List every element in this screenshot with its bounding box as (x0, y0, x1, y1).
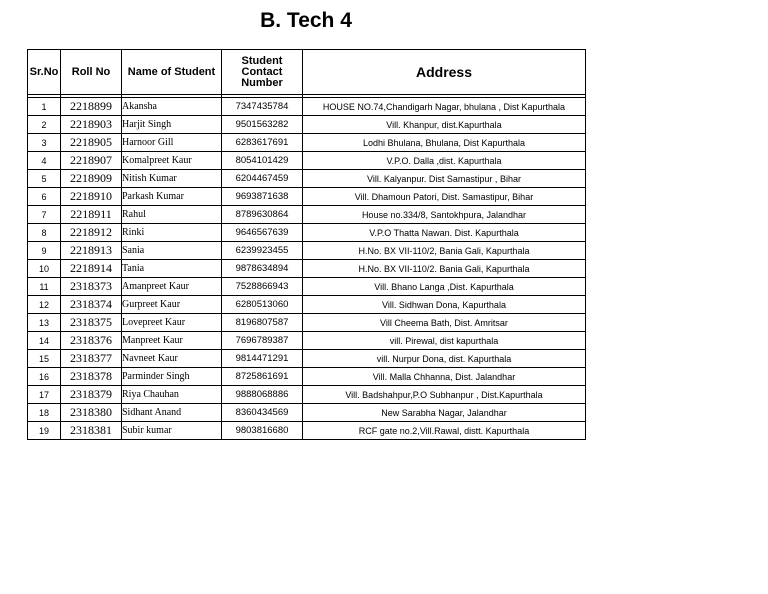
table-row (28, 368, 586, 386)
table-row (28, 386, 586, 404)
cell-roll-no: 2218903 (61, 116, 122, 134)
document-title: B. Tech 4 (260, 9, 352, 32)
cell-contact-number: 6280513060 (222, 296, 303, 314)
cell-roll-no: 2218914 (61, 260, 122, 278)
cell-contact-number: 8360434569 (222, 404, 303, 422)
cell-student-name: Tania (122, 260, 222, 278)
cell-address: New Sarabha Nagar, Jalandhar (303, 404, 586, 422)
cell-student-name: Sania (122, 242, 222, 260)
table-row (28, 350, 586, 368)
cell-address: Vill. Bhano Langa ,Dist. Kapurthala (303, 278, 586, 296)
cell-address: Vill Cheema Bath, Dist. Amritsar (303, 314, 586, 332)
cell-roll-no: 2218899 (61, 98, 122, 116)
cell-contact-number: 7347435784 (222, 98, 303, 116)
table-header (28, 50, 586, 95)
cell-address: Vill. Kalyanpur. Dist Samastipur , Bihar (303, 170, 586, 188)
cell-student-name: Nitish Kumar (122, 170, 222, 188)
cell-student-name: Sidhant Anand (122, 404, 222, 422)
cell-roll-no: 2218907 (61, 152, 122, 170)
cell-address: Lodhi Bhulana, Bhulana, Dist Kapurthala (303, 134, 586, 152)
cell-srno: 19 (28, 422, 61, 440)
cell-student-name: Rinki (122, 224, 222, 242)
cell-student-name: Rahul (122, 206, 222, 224)
cell-address: Vill. Khanpur, dist.Kapurthala (303, 116, 586, 134)
cell-student-name: Harnoor Gill (122, 134, 222, 152)
cell-srno: 5 (28, 170, 61, 188)
table-row (28, 188, 586, 206)
cell-address: Vill. Badshahpur,P.O Subhanpur , Dist.Kapurthala (303, 386, 586, 404)
cell-student-name: Harjit Singh (122, 116, 222, 134)
cell-student-name: Parminder Singh (122, 368, 222, 386)
cell-roll-no: 2318379 (61, 386, 122, 404)
cell-contact-number: 8196807587 (222, 314, 303, 332)
cell-srno: 11 (28, 278, 61, 296)
cell-srno: 3 (28, 134, 61, 152)
cell-contact-number: 7696789387 (222, 332, 303, 350)
cell-roll-no: 2218911 (61, 206, 122, 224)
cell-address: Vill. Dhamoun Patori, Dist. Samastipur, Bihar (303, 188, 586, 206)
cell-srno: 8 (28, 224, 61, 242)
cell-roll-no: 2218910 (61, 188, 122, 206)
cell-roll-no: 2318381 (61, 422, 122, 440)
cell-contact-number: 6239923455 (222, 242, 303, 260)
cell-srno: 6 (28, 188, 61, 206)
cell-contact-number: 9814471291 (222, 350, 303, 368)
cell-contact-number: 9888068886 (222, 386, 303, 404)
cell-srno: 18 (28, 404, 61, 422)
header-srno: Sr.No (28, 50, 61, 95)
cell-srno: 16 (28, 368, 61, 386)
table-row (28, 242, 586, 260)
cell-address: RCF gate no.2,Vill.Rawal, distt. Kapurthala (303, 422, 586, 440)
cell-roll-no: 2218909 (61, 170, 122, 188)
cell-srno: 1 (28, 98, 61, 116)
cell-roll-no: 2218913 (61, 242, 122, 260)
cell-address: V.P.O. Dalla ,dist. Kapurthala (303, 152, 586, 170)
cell-srno: 14 (28, 332, 61, 350)
cell-contact-number: 9803816680 (222, 422, 303, 440)
table-row (28, 98, 586, 116)
cell-student-name: Riya Chauhan (122, 386, 222, 404)
cell-roll-no: 2318373 (61, 278, 122, 296)
cell-student-name: Subir kumar (122, 422, 222, 440)
table-row (28, 314, 586, 332)
cell-srno: 13 (28, 314, 61, 332)
table-row (28, 296, 586, 314)
cell-student-name: Komalpreet Kaur (122, 152, 222, 170)
cell-address: V.P.O Thatta Nawan. Dist. Kapurthala (303, 224, 586, 242)
cell-address: H.No. BX VII-110/2, Bania Gali, Kapurthala (303, 242, 586, 260)
table-row (28, 278, 586, 296)
table-row (28, 134, 586, 152)
table-row (28, 206, 586, 224)
cell-roll-no: 2218905 (61, 134, 122, 152)
cell-roll-no: 2318377 (61, 350, 122, 368)
header-roll-no: Roll No (61, 50, 122, 95)
cell-contact-number: 8725861691 (222, 368, 303, 386)
table-row (28, 170, 586, 188)
cell-contact-number: 9646567639 (222, 224, 303, 242)
cell-contact-number: 6204467459 (222, 170, 303, 188)
cell-roll-no: 2318378 (61, 368, 122, 386)
table-row (28, 260, 586, 278)
cell-contact-number: 9878634894 (222, 260, 303, 278)
header-student-name: Name of Student (122, 50, 222, 95)
cell-contact-number: 9693871638 (222, 188, 303, 206)
cell-address: Vill. Malla Chhanna, Dist. Jalandhar (303, 368, 586, 386)
cell-srno: 17 (28, 386, 61, 404)
cell-contact-number: 8789630864 (222, 206, 303, 224)
cell-srno: 12 (28, 296, 61, 314)
cell-address: H.No. BX VII-110/2. Bania Gali, Kapurthala (303, 260, 586, 278)
cell-contact-number: 7528866943 (222, 278, 303, 296)
cell-address: Vill. Sidhwan Dona, Kapurthala (303, 296, 586, 314)
cell-address: HOUSE NO.74,Chandigarh Nagar, bhulana , Dist Kapurthala (303, 98, 586, 116)
cell-contact-number: 8054101429 (222, 152, 303, 170)
table-row (28, 116, 586, 134)
cell-student-name: Akansha (122, 98, 222, 116)
student-table (27, 49, 586, 440)
cell-srno: 9 (28, 242, 61, 260)
cell-address: House no.334/8, Santokhpura, Jalandhar (303, 206, 586, 224)
cell-student-name: Amanpreet Kaur (122, 278, 222, 296)
cell-address: vill. Nurpur Dona, dist. Kapurthala (303, 350, 586, 368)
cell-srno: 10 (28, 260, 61, 278)
cell-contact-number: 6283617691 (222, 134, 303, 152)
table-row (28, 422, 586, 440)
table-row (28, 404, 586, 422)
header-address: Address (303, 50, 586, 95)
cell-srno: 7 (28, 206, 61, 224)
cell-student-name: Lovepreet Kaur (122, 314, 222, 332)
cell-address: vill. Pirewal, dist kapurthala (303, 332, 586, 350)
cell-student-name: Navneet Kaur (122, 350, 222, 368)
cell-roll-no: 2318380 (61, 404, 122, 422)
cell-student-name: Gurpreet Kaur (122, 296, 222, 314)
table-row (28, 224, 586, 242)
header-row (28, 50, 586, 95)
table-row (28, 332, 586, 350)
cell-contact-number: 9501563282 (222, 116, 303, 134)
cell-student-name: Manpreet Kaur (122, 332, 222, 350)
cell-roll-no: 2318376 (61, 332, 122, 350)
table-row (28, 152, 586, 170)
header-contact-number: Student Contact Number (222, 50, 303, 95)
cell-roll-no: 2318374 (61, 296, 122, 314)
cell-student-name: Parkash Kumar (122, 188, 222, 206)
cell-srno: 2 (28, 116, 61, 134)
cell-roll-no: 2218912 (61, 224, 122, 242)
cell-srno: 4 (28, 152, 61, 170)
table-body (28, 95, 586, 440)
cell-roll-no: 2318375 (61, 314, 122, 332)
cell-srno: 15 (28, 350, 61, 368)
